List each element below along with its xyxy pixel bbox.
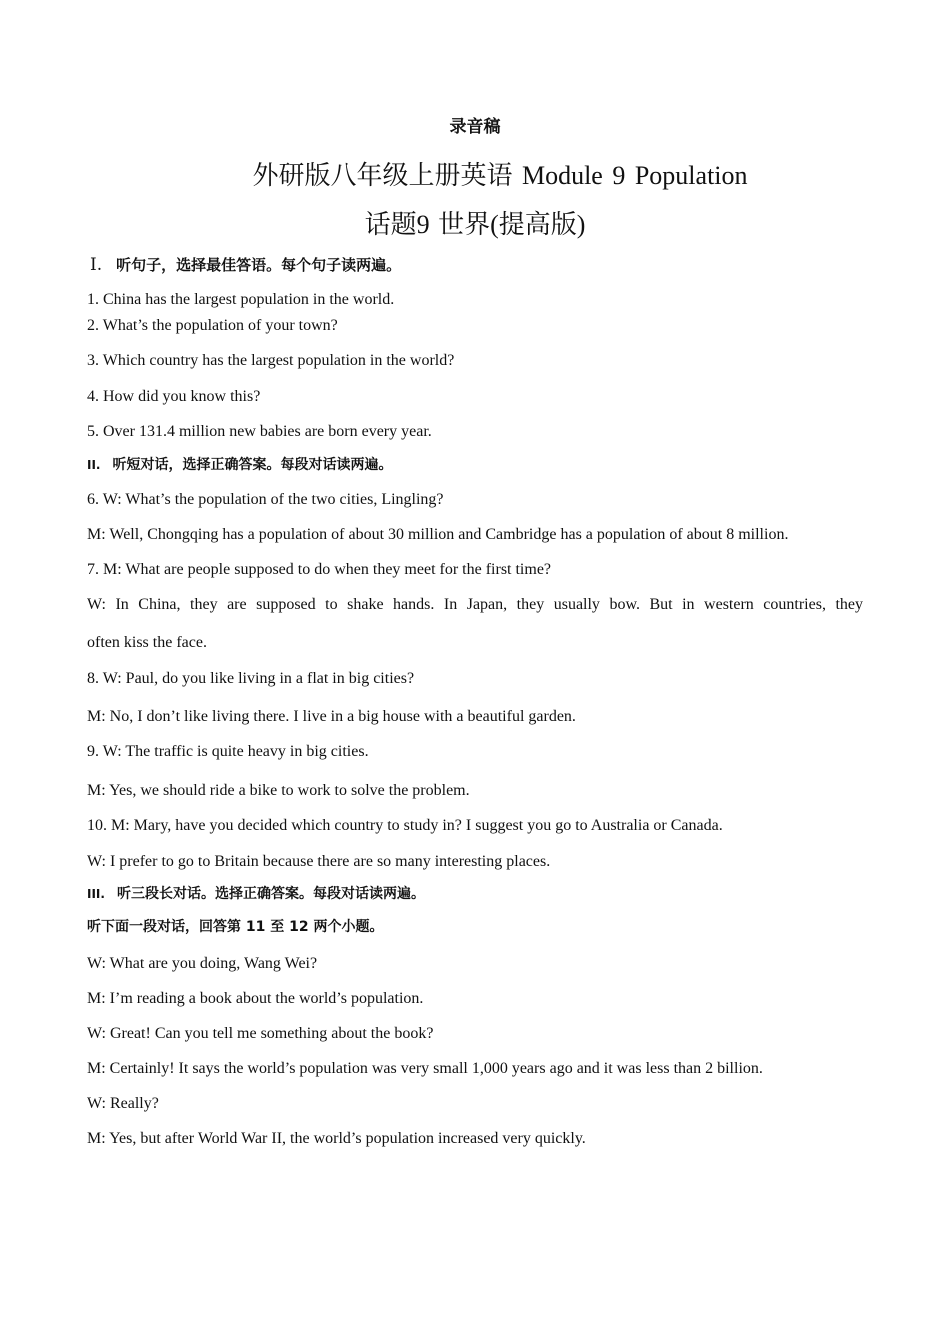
- sentence-1: 1. China has the largest population in the world.: [87, 291, 395, 308]
- section-2-heading: [87, 455, 393, 475]
- long-dialogue-line-1: W: What are you doing, Wang Wei?: [87, 955, 318, 972]
- dialogue-8-line-2: M: No, I don’t like living there. I live in a big house with a beautiful garden.: [87, 708, 576, 725]
- section-1-heading: [90, 255, 401, 275]
- sentence-4: 4. How did you know this?: [87, 388, 261, 405]
- dialogue-6-line-2: M: Well, Chongqing has a population of about 30 million and Cambridge has a population of about 8 million.: [87, 526, 789, 543]
- section-3-numeral: III.: [87, 887, 105, 901]
- dialogue-7-line-3: often kiss the face.: [87, 634, 207, 651]
- dialogue-8-line-1: 8. W: Paul, do you like living in a flat in big cities?: [87, 670, 415, 687]
- dialogue-7-line-1: 7. M: What are people supposed to do when they meet for the first time?: [87, 561, 552, 578]
- dialogue-7-line-2: W: In China, they are supposed to shake hands. In Japan, they usually bow. But in western countries, they: [87, 596, 863, 613]
- long-dialogue-line-5: W: Really?: [87, 1095, 159, 1112]
- long-dialogue-line-4: M: Certainly! It says the world’s population was very small 1,000 years ago and it was less than 2 billion.: [87, 1060, 763, 1077]
- section-1-instruction: 听句子，选择最佳答语。每个句子读两遍。: [116, 256, 402, 274]
- long-dialogue-line-3: W: Great! Can you tell me something about the book?: [87, 1025, 434, 1042]
- transcript-label: 录音稿: [449, 117, 501, 137]
- sentence-3: 3. Which country has the largest population in the world?: [87, 352, 455, 369]
- long-dialogue-line-2: M: I’m reading a book about the world’s population.: [87, 990, 424, 1007]
- dialogue-9-line-2: M: Yes, we should ride a bike to work to solve the problem.: [87, 782, 470, 799]
- dialogue-9-line-1: 9. W: The traffic is quite heavy in big cities.: [87, 743, 369, 760]
- section-3-heading: [87, 884, 425, 904]
- section-3-instruction: 听三段长对话。选择正确答案。每段对话读两遍。: [116, 886, 425, 902]
- section-3-subheading: 听下面一段对话，回答第 11 至 12 两个小题。: [87, 919, 384, 935]
- sentence-2: 2. What’s the population of your town?: [87, 317, 338, 334]
- long-dialogue-line-6: M: Yes, but after World War II, the world’s population increased very quickly.: [87, 1130, 586, 1147]
- document-title: 外研版八年级上册英语 Module 9 Population: [252, 161, 748, 190]
- document-subtitle: 话题9 世界(提高版): [364, 210, 586, 239]
- section-2-numeral: II.: [87, 458, 101, 472]
- section-1-numeral: Ⅰ.: [90, 255, 103, 275]
- sentence-5: 5. Over 131.4 million new babies are born every year.: [87, 423, 432, 440]
- dialogue-10-line-2: W: I prefer to go to Britain because there are so many interesting places.: [87, 853, 551, 870]
- dialogue-6-line-1: 6. W: What’s the population of the two cities, Lingling?: [87, 491, 444, 508]
- dialogue-10-line-1: 10. M: Mary, have you decided which country to study in? I suggest you go to Australia or Canada.: [87, 817, 723, 834]
- section-2-instruction: 听短对话，选择正确答案。每段对话读两遍。: [112, 457, 393, 473]
